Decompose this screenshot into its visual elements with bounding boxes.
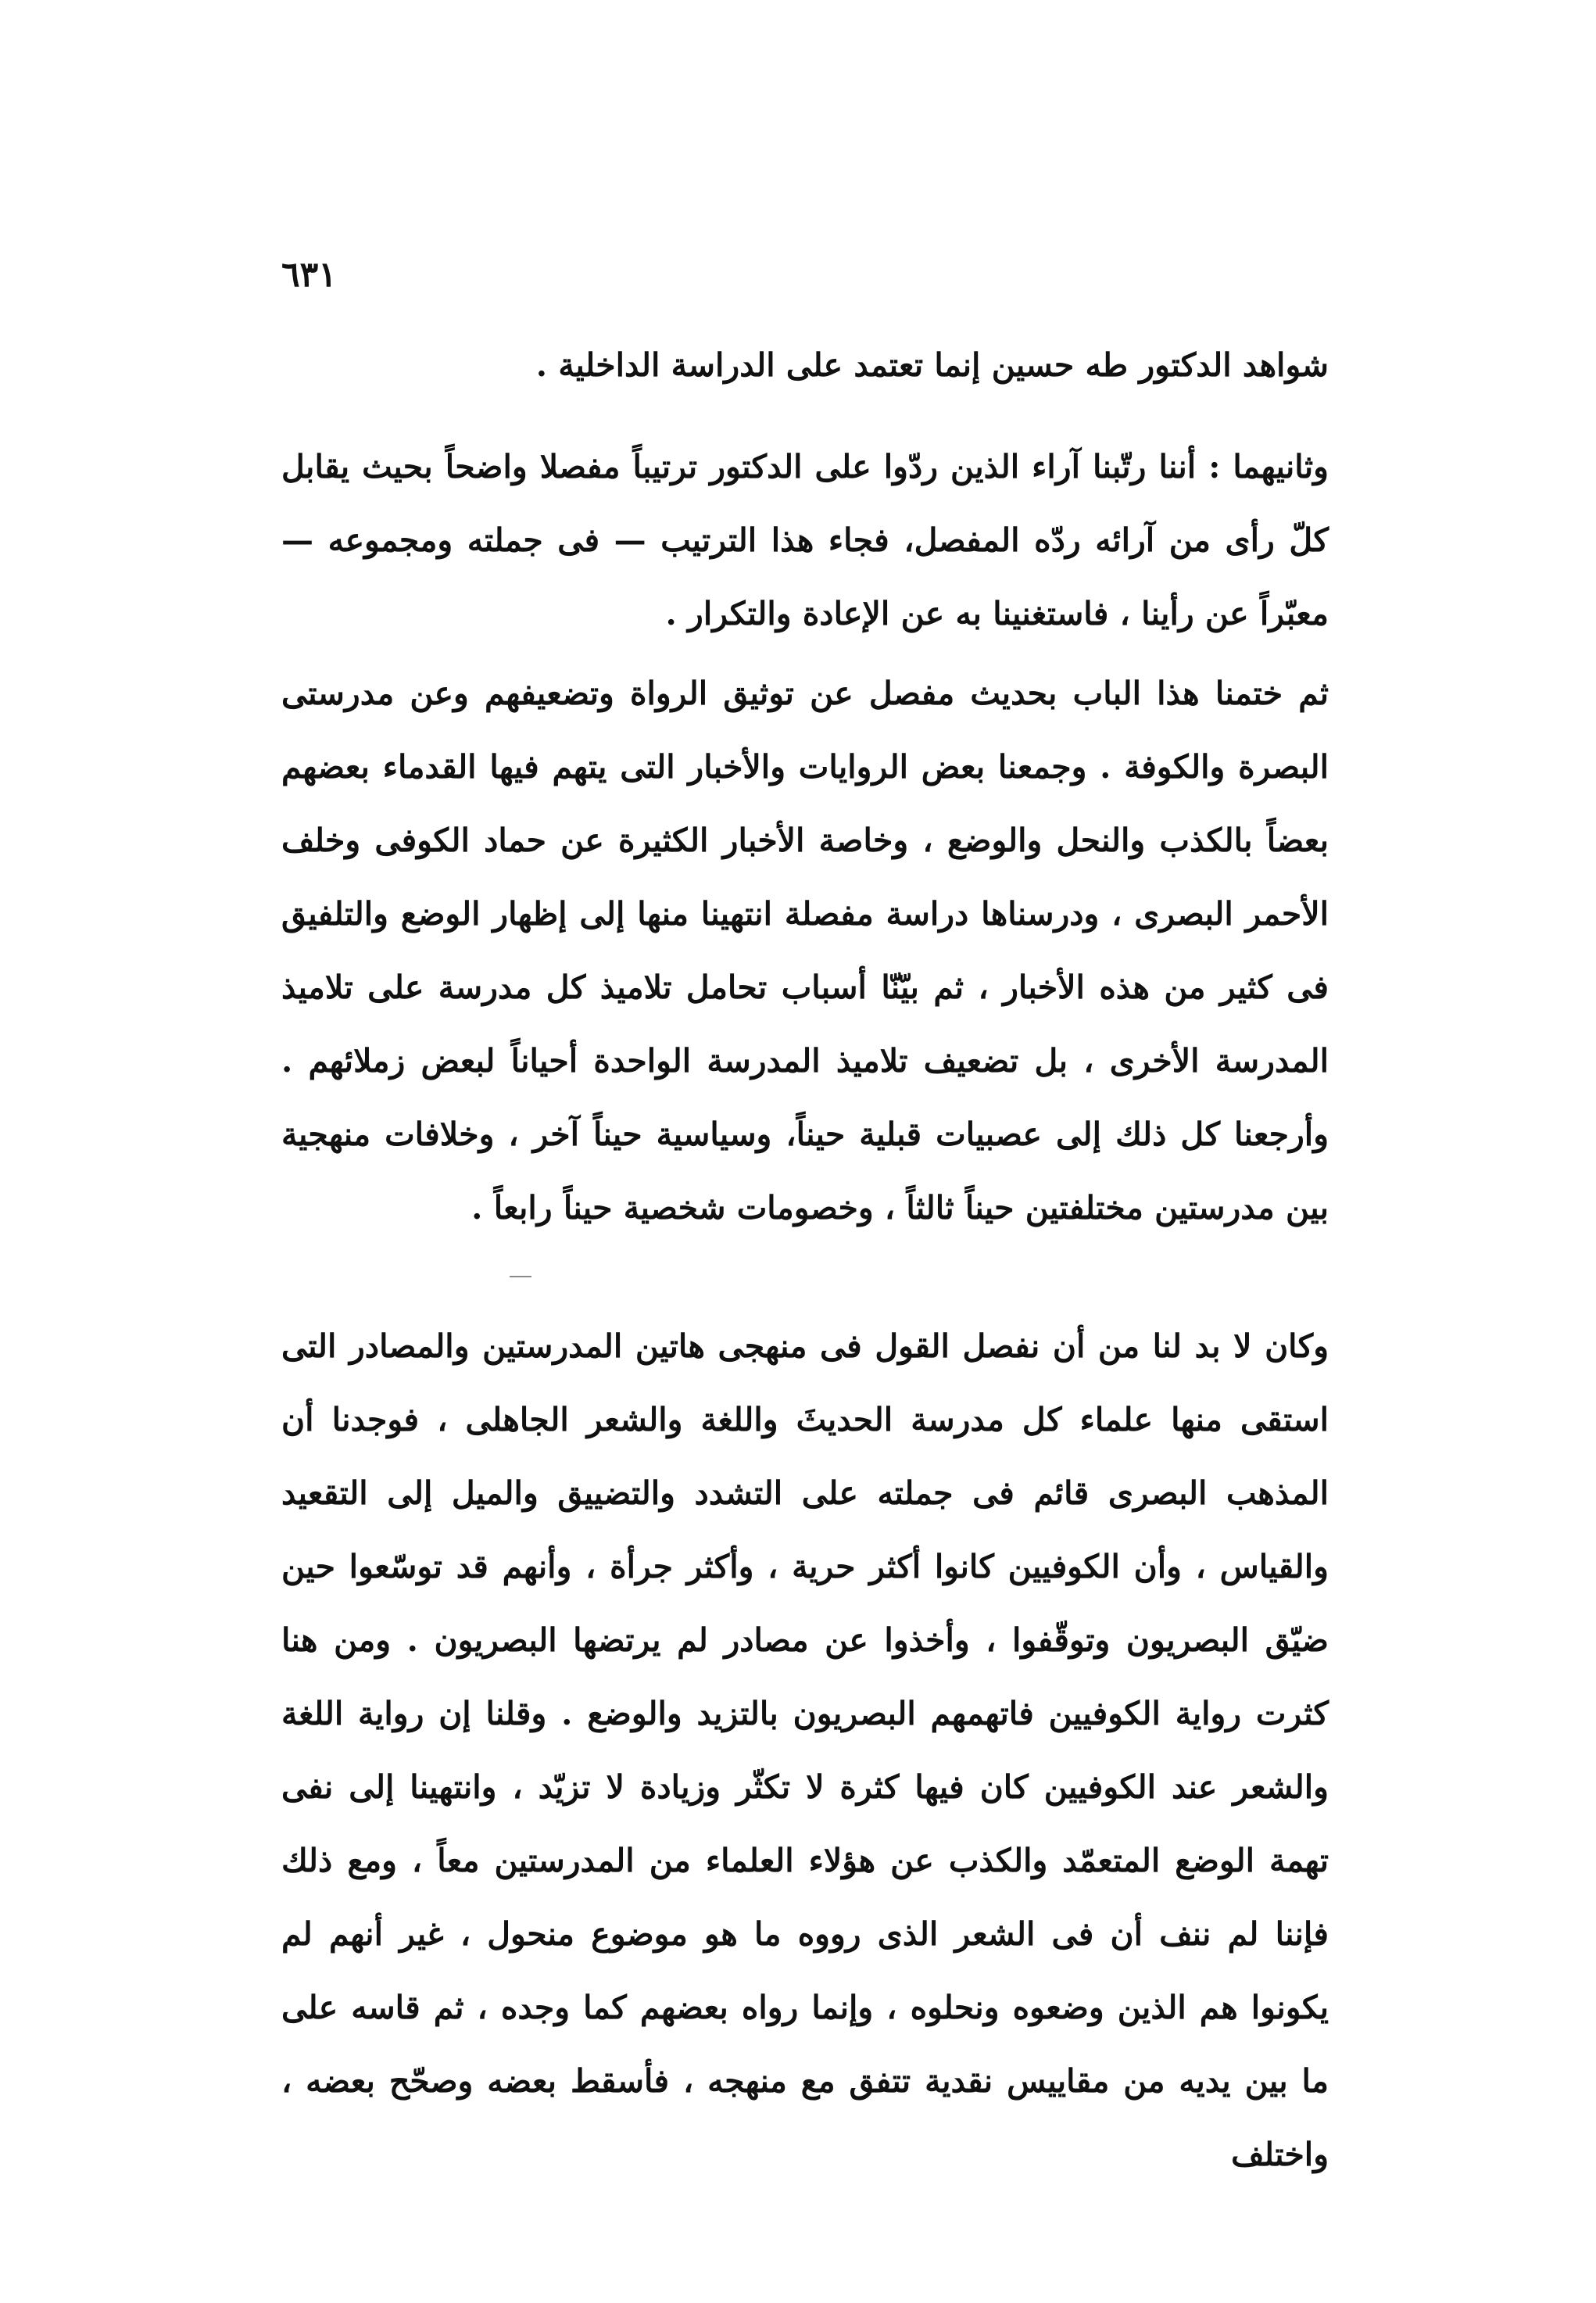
paragraph-second-point — [281, 430, 1329, 650]
paragraph-text: ثم ختمنا هذا الباب بحديث مفصل عن توثيق الرواة وتضعيفهم وعن مدرستى البصرة والكوفة . وجمعنا بعض الروايات والأخبار التى يتهم فيها القدماء بعضهم بعضاً بالكذب والنحل والوضع ، وخاصة الأخبار الكثيرة عن حماد الكوفى وخلف الأحمر البصرى ، ودرسناها دراسة مفصلة انتهينا منها إلى إظهار الوضع والتلفيق فى كثير من هذه الأخبار ، ثم بيّنّا أسباب تحامل تلاميذ كل مدرسة على تلاميذ المدرسة الأخرى ، بل تضعيف تلاميذ المدرسة الواحدة أحياناً لبعض زملائهم . وأرجعنا كل ذلك إلى عصبيات قبلية حيناً، وسياسية حيناً آخر ، وخلافات منهجية بين مدرستين مختلفتين حيناً ثالثاً ، وخصومات شخصية حيناً رابعاً . — [281, 675, 1329, 1227]
paragraph-methods-sources — [281, 1309, 1329, 2191]
page-number: ٦٣١ — [281, 255, 337, 295]
paragraph-text: وثانيهما : أننا رتّبنا آراء الذين ردّوا على الدكتور ترتيباً مفصلا واضحاً بحيث يقابل كلّ رأى من آرائه ردّه المفصل، فجاء هذا الترتيب — فى جملته ومجموعه — معبّراً عن رأينا ، فاستغنينا به عن الإعادة والتكرار . — [281, 448, 1329, 632]
paragraph-continuation — [281, 328, 1329, 402]
paragraph-text: وكان لا بد لنا من أن نفصل القول فى منهجى هاتين المدرستين والمصادر التى استقى منها علماء كل مدرسة الحديثَ واللغة والشعر الجاهلى ، فوجدنا أن المذهب البصرى قائم فى جملته على التشدد والتضييق والميل إلى التقعيد والقياس ، وأن الكوفيين كانوا أكثر حرية ، وأكثر جرأة ، وأنهم قد توسّعوا حين ضيّق البصريون وتوقّفوا ، وأخذوا عن مصادر لم يرتضها البصريون . ومن هنا كثرت رواية الكوفيين فاتهمهم البصريون بالتزيد والوضع . وقلنا إن رواية اللغة والشعر عند الكوفيين كان فيها كثرة لا تكثّر وزيادة لا تزيّد ، وانتهينا إلى نفى تهمة الوضع المتعمّد والكذب عن هؤلاء العلماء من المدرستين معاً ، ومع ذلك فإننا لم ننف أن فى الشعر الذى رووه ما هو موضوع منحول ، غير أنهم لم يكونوا هم الذين وضعوه ونحلوه ، وإنما رواه بعضهم كما وجده ، ثم قاسه على ما بين يديه من مقاييس نقدية تتفق مع منهجه ، فأسقط بعضه وصحّح بعضه ، واختلف — [281, 1327, 1329, 2173]
paragraph-text: شواهد الدكتور طه حسين إنما تعتمد على الدراسة الداخلية . — [535, 346, 1329, 384]
paragraph-narrators-schools — [281, 657, 1329, 1245]
section-divider — [510, 1276, 531, 1277]
